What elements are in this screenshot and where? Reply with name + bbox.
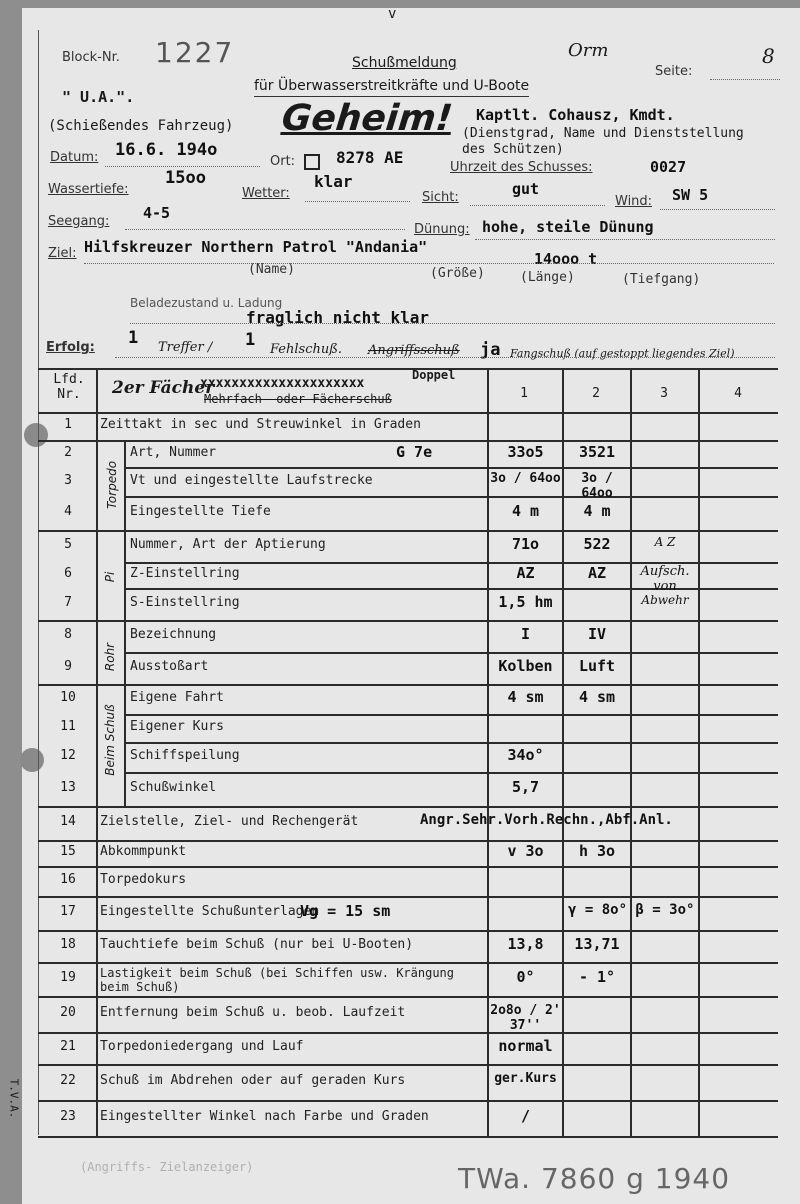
row-label: Tauchtiefe beim Schuß (nur bei U-Booten) (100, 937, 414, 952)
vessel-name: " U.A.". (62, 88, 135, 106)
row-label: Vt und eingestellte Laufstrecke (130, 472, 373, 488)
cell-col-1: AZ (516, 564, 535, 582)
cell-col-1: normal (498, 1037, 553, 1055)
footer-stamp: TWa. 7860 g 1940 (458, 1162, 731, 1195)
cell-col-1: Kolben (498, 657, 553, 675)
row-extra-value: Angr.Sehr.Vorh.Rechn.,Abf.Anl. (420, 812, 673, 828)
misses-label: Fehlschuß. (270, 342, 343, 357)
row-border (38, 930, 778, 932)
table-top-border (38, 368, 778, 370)
row-border (124, 742, 778, 744)
row-border (124, 652, 778, 654)
result-dots (115, 356, 775, 358)
row-border (38, 1136, 778, 1138)
row-label: Eigene Fahrt (130, 690, 224, 705)
header-row-border (38, 412, 778, 414)
shot-type-x: xxxxxxxxxxxxxxxxxxxxx (200, 376, 365, 391)
place-label: Ort: (270, 154, 296, 169)
length-caption: (Länge) (520, 270, 575, 285)
row-border (124, 496, 778, 498)
block-label: Block-Nr. (62, 50, 120, 65)
row-label: Schuß im Abdrehen oder auf geraden Kurs (100, 1073, 406, 1088)
swell-dots (475, 238, 775, 240)
row-label: Ausstoßart (130, 659, 209, 674)
row-number: 12 (60, 748, 76, 763)
cell-col-2: AZ (587, 564, 607, 582)
row-number: 18 (60, 937, 76, 952)
cell-col-1: 34o° (507, 746, 544, 764)
place-square-icon (304, 154, 320, 170)
shot-type-hand: 2er Fächer (112, 378, 215, 398)
row-border (38, 840, 778, 842)
row-number: 14 (60, 814, 76, 829)
size-caption: (Größe) (430, 266, 485, 281)
cell-col-1: 71o (511, 535, 540, 553)
row-label: Eigener Kurs (130, 719, 224, 734)
page-label: Seite: (655, 64, 693, 79)
attack-label: Angriffsschuß (368, 343, 460, 358)
row-label: Zeittakt in sec und Streuwinkel in Graden (100, 417, 421, 432)
row-number: 2 (64, 444, 72, 460)
row-label: Eingestellter Winkel nach Farbe und Graden (100, 1109, 429, 1124)
row-number: 11 (60, 719, 76, 734)
row-number: 21 (60, 1039, 76, 1054)
wind-value: SW 5 (672, 186, 709, 204)
row-label: Eingestellte Schußunterlagen (100, 904, 320, 919)
target-value: Hilfskreuzer Northern Patrol "Andania" (84, 238, 428, 256)
row-border (38, 684, 778, 686)
attack-value: ja (480, 340, 501, 360)
target-dots (84, 262, 774, 264)
row-number: 8 (64, 627, 72, 642)
cell-col-1: 5,7 (511, 778, 540, 796)
footer-faint: (Angriffs- Zielanzeiger) (80, 1160, 254, 1174)
row-number: 10 (60, 690, 76, 705)
row-extra-value: Vg = 15 sm (300, 902, 391, 920)
row-extra-value-2: γ = 8o° β = 3o° (568, 902, 695, 918)
row-border (38, 1032, 778, 1034)
row-border (124, 714, 778, 716)
row-border (38, 896, 778, 898)
name-caption: (Name) (248, 262, 295, 277)
sea-value: 4-5 (143, 204, 171, 222)
date-value: 16.6. 194o (115, 140, 218, 160)
cell-col-1: 4 m (511, 502, 540, 520)
cell-col-2: 4 sm (578, 688, 616, 706)
shot-type-struck: Mehrfach- oder Fächerschuß (204, 392, 392, 406)
row-border (38, 1064, 778, 1066)
hits-label: Treffer / (158, 340, 213, 355)
col-header-1: 1 (520, 386, 528, 401)
cell-col-1: 4 sm (507, 688, 544, 706)
row-number: 1 (64, 417, 72, 432)
col-header-4: 4 (734, 386, 742, 401)
swell-value: hohe, steile Dünung (482, 218, 654, 236)
row-number: 23 (60, 1109, 76, 1124)
row-label: Schiffspeilung (130, 748, 240, 763)
initials: Orm (568, 40, 609, 61)
cell-col-1: v 3o (507, 842, 544, 860)
cell-col-1: 3o / 64oo (490, 470, 561, 486)
target-label: Ziel: (48, 246, 77, 261)
row-label: Eingestellte Tiefe (130, 504, 271, 519)
load-label: Beladezustand u. Ladung (130, 296, 283, 310)
row-border (38, 962, 778, 964)
cell-col-2: 13,71 (574, 935, 620, 953)
row-number: 17 (60, 904, 76, 919)
side-mark: T.V.A. (7, 1078, 21, 1119)
cell-col-2: 522 (583, 535, 611, 553)
cell-col-1: 13,8 (507, 935, 544, 953)
hits-value: 1 (128, 328, 139, 348)
form-subtitle: für Überwasserstreitkräfte und U-Boote (254, 78, 529, 97)
group-rohr: Rohr (103, 642, 117, 672)
commander: Kaptlt. Cohausz, Kmdt. (476, 106, 675, 124)
weather-label: Wetter: (242, 186, 290, 201)
cell-col-2: h 3o (578, 842, 616, 860)
col-3-divider (630, 368, 632, 1136)
cell-col-2: 3o / 64oo (581, 470, 613, 501)
row-number: 4 (64, 504, 72, 519)
page-value: 8 (762, 44, 775, 68)
date-label: Datum: (50, 150, 99, 165)
col-no-divider (96, 368, 98, 1136)
row-border (124, 772, 778, 774)
col-4-divider (698, 368, 700, 1136)
cell-col-1: 33o5 (507, 442, 544, 461)
col-no-header: Lfd. Nr. (53, 372, 85, 402)
top-mark: v (388, 6, 397, 22)
catch-label: Fangschuß (auf gestoppt liegendes Ziel) (510, 347, 735, 360)
row-number: 13 (60, 780, 76, 795)
visibility-dots (470, 204, 605, 206)
cell-col-1: ger.Kurs (494, 1071, 557, 1086)
time-label: Uhrzeit des Schusses: (450, 160, 593, 175)
row-label: Z-Einstellring (130, 566, 240, 581)
page-dots (710, 78, 780, 80)
weather-value: klar (314, 172, 353, 191)
swell-label: Dünung: (414, 222, 470, 237)
cell-col-1: / (520, 1107, 531, 1125)
group-beim-schuss: Beim Schuß (103, 704, 117, 776)
cell-col-3: Aufsch. von (640, 564, 690, 594)
row-label: Nummer, Art der Aptierung (130, 537, 326, 552)
row-border (38, 530, 778, 532)
place-value: 8278 AE (336, 148, 404, 167)
block-number: 1227 (155, 36, 235, 69)
row-number: 5 (64, 537, 72, 552)
depth-label: Wassertiefe: (48, 182, 129, 197)
row-number: 22 (60, 1073, 76, 1088)
cell-col-1: 0° (516, 968, 535, 986)
row-extra-value: G 7e (396, 442, 433, 461)
row-number: 19 (60, 970, 76, 985)
row-border (38, 620, 778, 622)
visibility-value: gut (512, 180, 540, 198)
col-header-3: 3 (660, 386, 668, 401)
col-header-2: 2 (592, 386, 600, 401)
secret-stamp: Geheim! (279, 98, 455, 139)
row-label: Torpedokurs (100, 872, 187, 887)
cell-col-1: I (520, 625, 531, 643)
row-border (38, 996, 778, 998)
result-label: Erfolg: (46, 340, 95, 355)
shot-type-over: Doppel (412, 368, 456, 382)
commander-caption: (Dienstgrad, Name und Dienststellung des Schützen) (462, 126, 744, 157)
row-label: Entfernung beim Schuß u. beob. Laufzeit (100, 1005, 406, 1020)
cell-col-3: Abwehr (641, 593, 689, 607)
row-border (38, 1100, 778, 1102)
row-label: Art, Nummer (130, 444, 217, 460)
cell-col-1: 1,5 hm (498, 593, 553, 611)
row-label: Torpedoniedergang und Lauf (100, 1039, 304, 1054)
left-margin-line (38, 30, 39, 1135)
visibility-label: Sicht: (422, 190, 459, 205)
load-dots (130, 322, 775, 324)
depth-value: 15oo (165, 168, 206, 188)
row-number: 3 (64, 472, 72, 488)
row-number: 9 (64, 659, 72, 674)
row-number: 20 (60, 1005, 76, 1020)
row-label: Abkommpunkt (100, 844, 187, 859)
misses-value: 1 (245, 330, 256, 350)
row-border (38, 806, 778, 808)
cell-col-1: 2o8o / 2' 37'' (490, 1003, 561, 1033)
group-torpedo: Torpedo (105, 460, 119, 510)
sea-label: Seegang: (48, 214, 110, 229)
cell-col-2: IV (587, 625, 607, 643)
cell-col-2: - 1° (578, 968, 616, 986)
wind-label: Wind: (615, 194, 653, 209)
wind-dots (660, 208, 775, 210)
row-border (38, 866, 778, 868)
sea-dots (125, 228, 405, 230)
row-border (124, 467, 778, 469)
row-number: 15 (60, 844, 76, 859)
target-size: 14ooo t (534, 250, 598, 268)
form-title: Schußmeldung (352, 55, 457, 71)
row-number: 6 (64, 566, 72, 581)
date-dots (105, 165, 260, 167)
row-label: Bezeichnung (130, 627, 217, 642)
row-label: S-Einstellring (130, 595, 240, 610)
row-label: Zielstelle, Ziel- und Rechengerät (100, 814, 359, 829)
cell-col-2: 3521 (578, 442, 616, 461)
cell-col-3: A Z (654, 535, 676, 549)
row-number: 7 (64, 595, 72, 610)
row-number: 16 (60, 872, 76, 887)
group-pi: Pi (103, 571, 117, 583)
weather-dots (305, 200, 410, 202)
load-value: fraglich nicht klar (246, 308, 430, 327)
cell-col-2: 4 m (583, 502, 611, 520)
draft-caption: (Tiefgang) (622, 272, 701, 287)
time-value: 0027 (650, 158, 687, 176)
cell-col-2: Luft (578, 657, 616, 675)
row-label: Schußwinkel (130, 780, 217, 795)
vessel-caption: (Schießendes Fahrzeug) (48, 118, 234, 134)
row-border (38, 440, 778, 442)
row-label: Lastigkeit beim Schuß (bei Schiffen usw. Krängung beim Schuß) (100, 966, 455, 994)
